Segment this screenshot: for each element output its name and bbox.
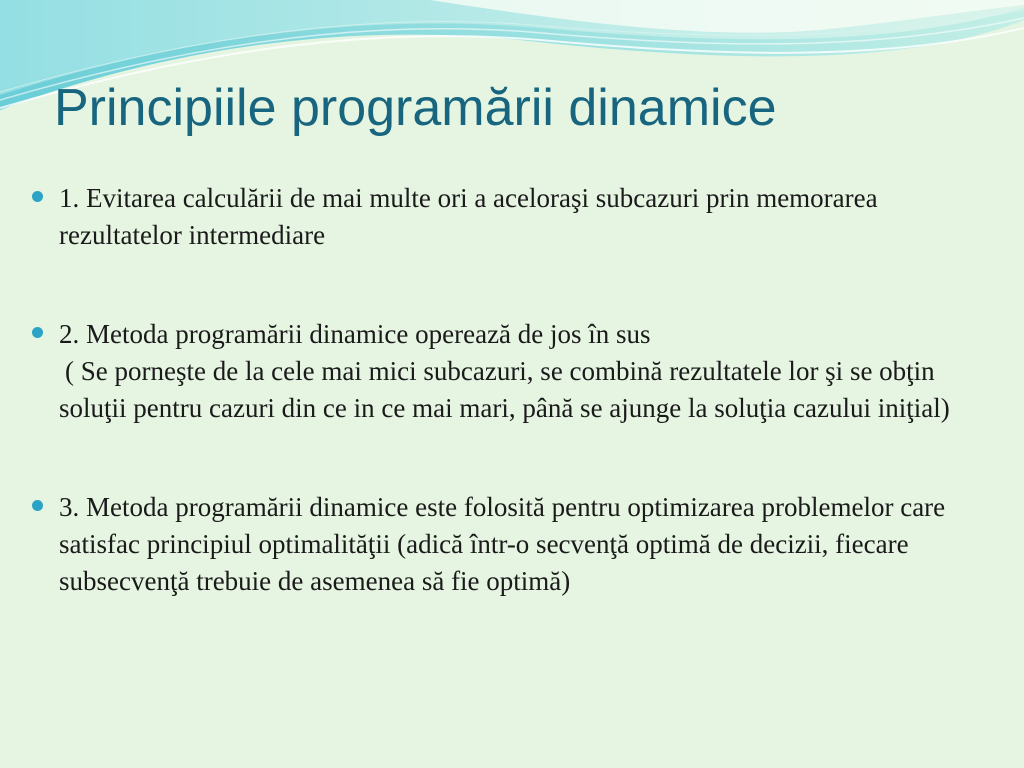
- bullet-text: 2. Metoda programării dinamice operează de jos în sus: [59, 319, 651, 349]
- slide-title: Principiile programării dinamice: [54, 79, 777, 137]
- paragraph-text: ( Se porneşte de la cele mai mici subcazuri, se combină rezultatele lor şi se obţin soluţii pentru cazuri din ce in ce mai mari, până se ajunge la soluţia cazului iniţial): [59, 356, 950, 423]
- bullet-dot-icon: [32, 327, 43, 338]
- bullet-text: 3. Metoda programării dinamice este folosită pentru optimizarea problemelor care satisfac principiul optimalităţii (adică într-o secvenţă optimă de decizii, fiecare subsecvenţă trebuie de asemenea să fie optimă): [59, 492, 946, 596]
- bullet-item: [32, 180, 1002, 254]
- continuation-paragraph: [32, 353, 1002, 427]
- bullet-text: 1. Evitarea calculării de mai multe ori a aceloraşi subcazuri prin memorarea rezultatelor intermediare: [59, 183, 878, 250]
- bullet-dot-icon: [32, 191, 43, 202]
- slide-body: [32, 180, 1002, 600]
- bullet-item: [32, 489, 1002, 600]
- bullet-item: [32, 316, 1002, 353]
- bullet-dot-icon: [32, 500, 43, 511]
